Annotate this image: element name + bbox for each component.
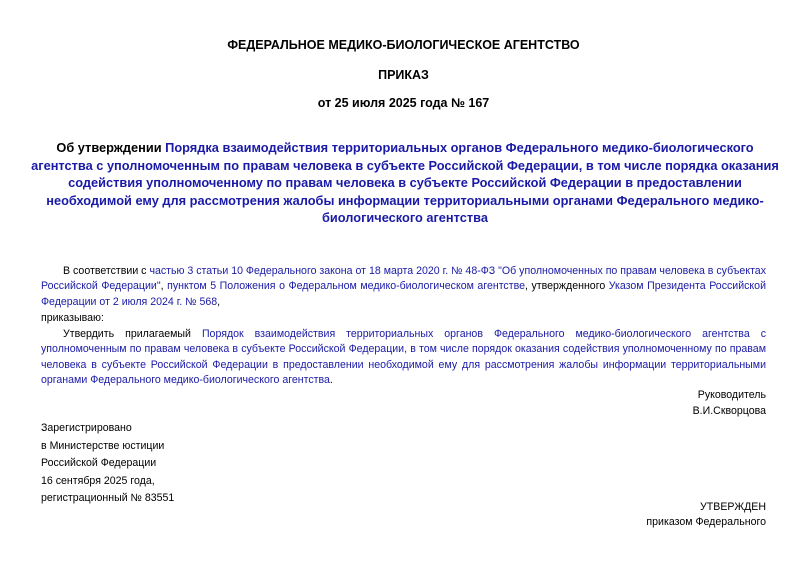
approve-paragraph (41, 327, 766, 388)
document-type: ПРИКАЗ (378, 68, 429, 82)
document-title (30, 139, 780, 227)
preamble-lead: В соответствии с (63, 265, 150, 277)
agency-name: ФЕДЕРАЛЬНОЕ МЕДИКО-БИОЛОГИЧЕСКОЕ АГЕНТСТВО (227, 38, 580, 52)
signatory-name: В.И.Скворцова (692, 405, 766, 417)
preamble-separator: , (160, 280, 168, 293)
signatory-title: Руководитель (697, 389, 766, 401)
preamble-tail: , (217, 295, 221, 308)
registration-block (41, 420, 174, 508)
registration-line: Российской Федерации (41, 457, 157, 470)
approve-tail: . (329, 373, 333, 386)
registration-date: 16 сентября 2025 года, (41, 474, 155, 487)
title-prefix: Об утверждении (56, 140, 166, 155)
preamble-middle: , утвержденного (524, 280, 609, 293)
registration-line: Зарегистрировано (41, 422, 132, 434)
registration-number: регистрационный № 83551 (41, 492, 175, 505)
decree-link[interactable]: Указом Президента Российской Федерации от 2 июля 2024 г. № 568 (41, 280, 766, 308)
title-link[interactable]: Порядка взаимодействия территориальных органов Федерального медико-биологического агентства с уполномоченным по правам человека в субъекте Российской Федерации, в том числе порядка оказания содействия уполномоченному по правам человека в субъекте Российской Федерации в предоставлении необходимой ему для рассмотрения жалобы информации территориальными органами Федерального медико-биологического агентства (31, 140, 779, 226)
approve-lead: Утвердить прилагаемый (63, 328, 202, 340)
approved-stamp-source: приказом Федерального (646, 516, 766, 528)
procedure-link[interactable]: Порядок взаимодействия территориальных органов Федерального медико-биологического агентства с уполномоченным по правам человека в субъекте Российской Федерации, в том числе порядок оказания содействия уполномоченному по правам человека в субъекте Российской Федерации в предоставлении необходимой ему для рассмотрения жалобы информации территориальными органами Федерального медико-биологического агентства (41, 328, 766, 386)
law-link[interactable]: частью 3 статьи 10 Федерального закона от 18 марта 2020 г. № 48-ФЗ "Об уполномоченных по правам человека в субъектах Российской Федерации" (41, 265, 766, 293)
approved-stamp-title: УТВЕРЖДЕН (700, 501, 766, 513)
orders-word: приказываю: (41, 312, 104, 324)
document-date-number: от 25 июля 2025 года № 167 (317, 96, 490, 110)
registration-line: в Министерстве юстиции (41, 439, 165, 452)
regulation-link[interactable]: пунктом 5 Положения о Федеральном медико-биологическом агентстве (167, 280, 525, 293)
preamble-paragraph (41, 264, 766, 310)
